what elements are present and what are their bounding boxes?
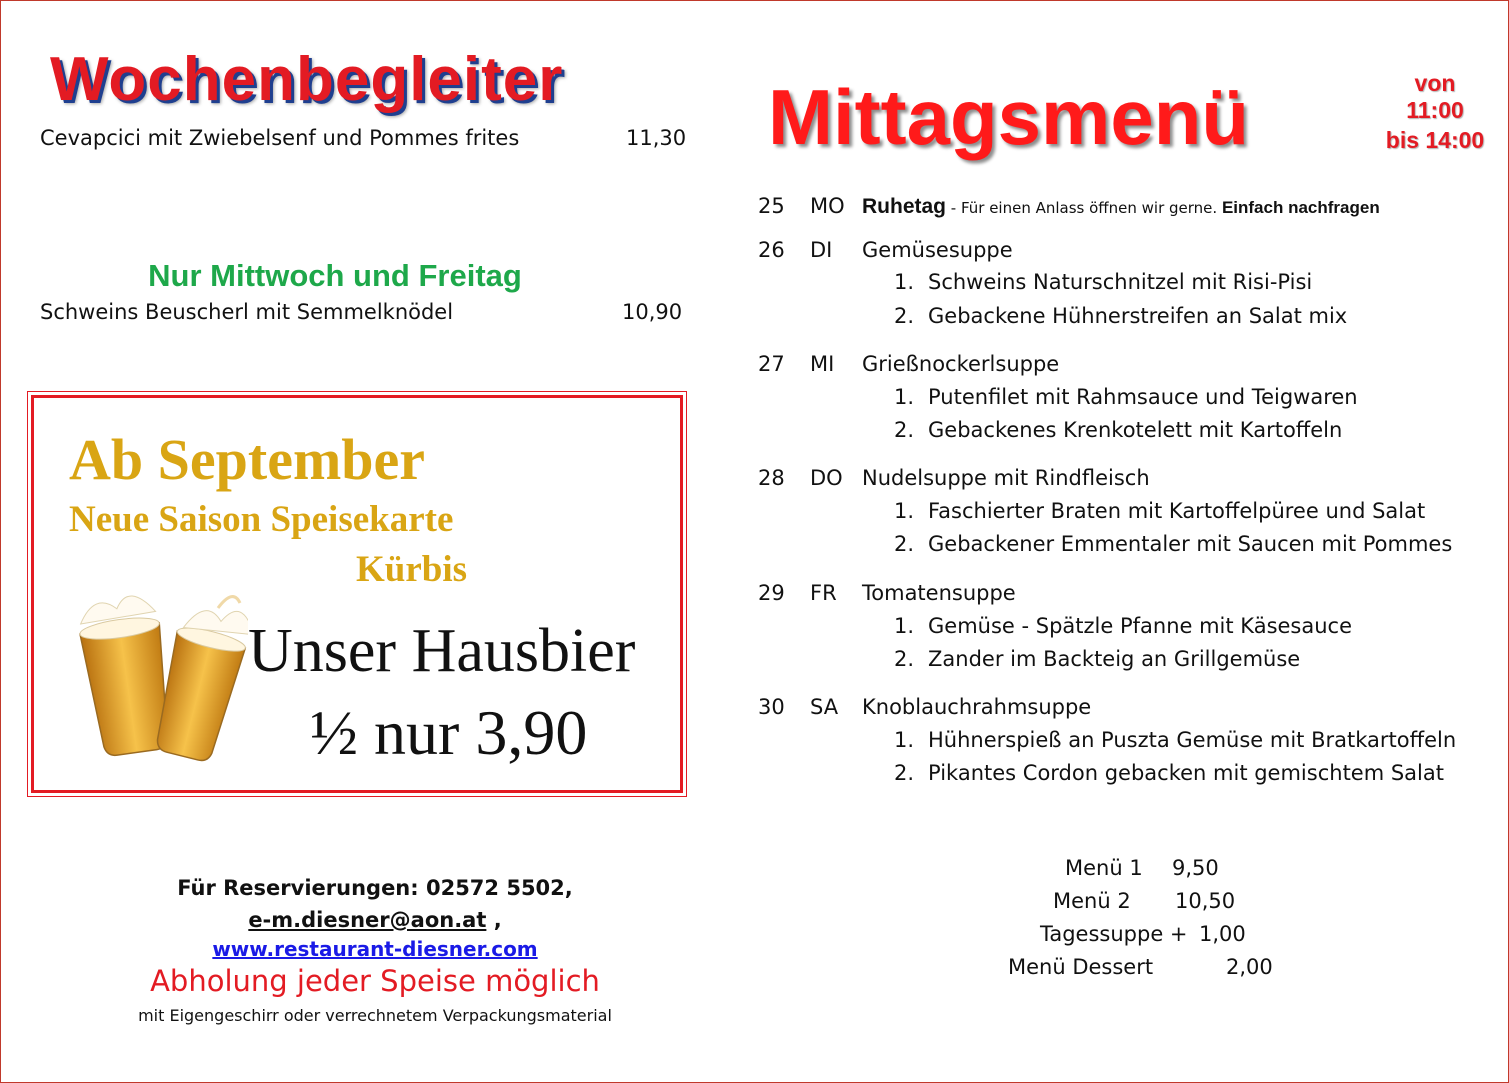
packaging-note: mit Eigengeschirr oder verrechnetem Verpackungsmaterial — [138, 1006, 612, 1025]
menu-item: 1. Schweins Naturschnitzel mit Risi-Pisi — [894, 270, 1313, 294]
menu-item: 2. Gebackener Emmentaler mit Saucen mit Pommes — [894, 532, 1453, 556]
menu-item: 1. Gemüse - Spätzle Pfanne mit Käsesauce — [894, 614, 1353, 638]
day-note: Ruhetag - Für einen Anlass öffnen wir gerne. Einfach nachfragen — [862, 195, 1380, 218]
email-suffix: , — [486, 908, 502, 932]
lunch-menu-title: Mittagsmenü — [768, 73, 1250, 161]
pickup-notice: Abholung jeder Speise möglich — [150, 964, 600, 998]
price-menu2-value: 10,50 — [1175, 889, 1236, 913]
day-name: MI — [810, 352, 835, 376]
menu-item: 2. Pikantes Cordon gebacken mit gemischtem Salat — [894, 761, 1444, 785]
price-menu2-label: Menü 2 — [1053, 889, 1131, 913]
day-name: DI — [810, 238, 833, 262]
promo-subline: Neue Saison Speisekarte — [69, 499, 454, 540]
time-from-label: von — [1414, 70, 1456, 96]
weekly-title: Wochenbegleiter — [50, 45, 564, 114]
price-dessert-label: Menü Dessert — [1008, 955, 1154, 979]
day-name: SA — [810, 695, 839, 719]
website-link[interactable]: www.restaurant-diesner.com — [212, 937, 538, 961]
promo-headline: Ab September — [69, 427, 426, 492]
time-end: bis 14:00 — [1385, 127, 1485, 153]
promo-box — [31, 395, 683, 793]
day-number: 26 — [758, 238, 785, 262]
menu-item: 2. Gebackene Hühnerstreifen an Salat mix — [894, 304, 1348, 328]
email-link[interactable]: e-m.diesner@aon.at — [248, 908, 487, 932]
promo-house-beer: Unser Hausbier — [248, 617, 636, 685]
day-soup: Gemüsesuppe — [862, 238, 1013, 262]
day-number: 29 — [758, 581, 785, 605]
weekly-dish-price: 11,30 — [626, 126, 687, 150]
menu-item: 2. Zander im Backteig an Grillgemüse — [894, 647, 1301, 671]
menu-item: 1. Hühnerspieß an Puszta Gemüse mit Bratkartoffeln — [894, 728, 1457, 752]
time-start: 11:00 — [1406, 97, 1464, 123]
menu-item: 1. Faschierter Braten mit Kartoffelpüree und Salat — [894, 499, 1426, 523]
website-line — [0, 937, 750, 961]
day-number: 27 — [758, 352, 785, 376]
day-name: DO — [810, 466, 843, 490]
price-soup-value: 1,00 — [1199, 922, 1246, 946]
day-number: 28 — [758, 466, 785, 490]
price-menu1-label: Menü 1 — [1065, 856, 1143, 880]
special-days-title: Nur Mittwoch und Freitag — [148, 258, 522, 293]
beer-glasses-image — [68, 578, 248, 768]
promo-pumpkin: Kürbis — [356, 549, 468, 590]
price-menu1-value: 9,50 — [1172, 856, 1219, 880]
weekly-dish-name: Cevapcici mit Zwiebelsenf und Pommes frites — [40, 126, 520, 150]
price-soup-label: Tagessuppe + — [1040, 922, 1188, 946]
day-soup: Nudelsuppe mit Rindfleisch — [862, 466, 1150, 490]
special-dish-name: Schweins Beuscherl mit Semmelknödel — [40, 300, 454, 324]
price-dessert-value: 2,00 — [1226, 955, 1273, 979]
day-soup: Knoblauchrahmsuppe — [862, 695, 1092, 719]
day-soup: Tomatensuppe — [862, 581, 1016, 605]
reservation-email-line — [0, 908, 750, 932]
day-name: MO — [810, 194, 845, 218]
menu-item: 1. Putenfilet mit Rahmsauce und Teigwaren — [894, 385, 1358, 409]
reservation-phone: Für Reservierungen: 02572 5502, — [177, 876, 573, 900]
menu-item: 2. Gebackenes Krenkotelett mit Kartoffeln — [894, 418, 1343, 442]
day-number: 25 — [758, 194, 785, 218]
day-soup: Grießnockerlsuppe — [862, 352, 1060, 376]
day-name: FR — [810, 581, 837, 605]
special-dish-price: 10,90 — [622, 300, 683, 324]
promo-beer-price: ½ nur 3,90 — [310, 697, 588, 768]
day-number: 30 — [758, 695, 785, 719]
